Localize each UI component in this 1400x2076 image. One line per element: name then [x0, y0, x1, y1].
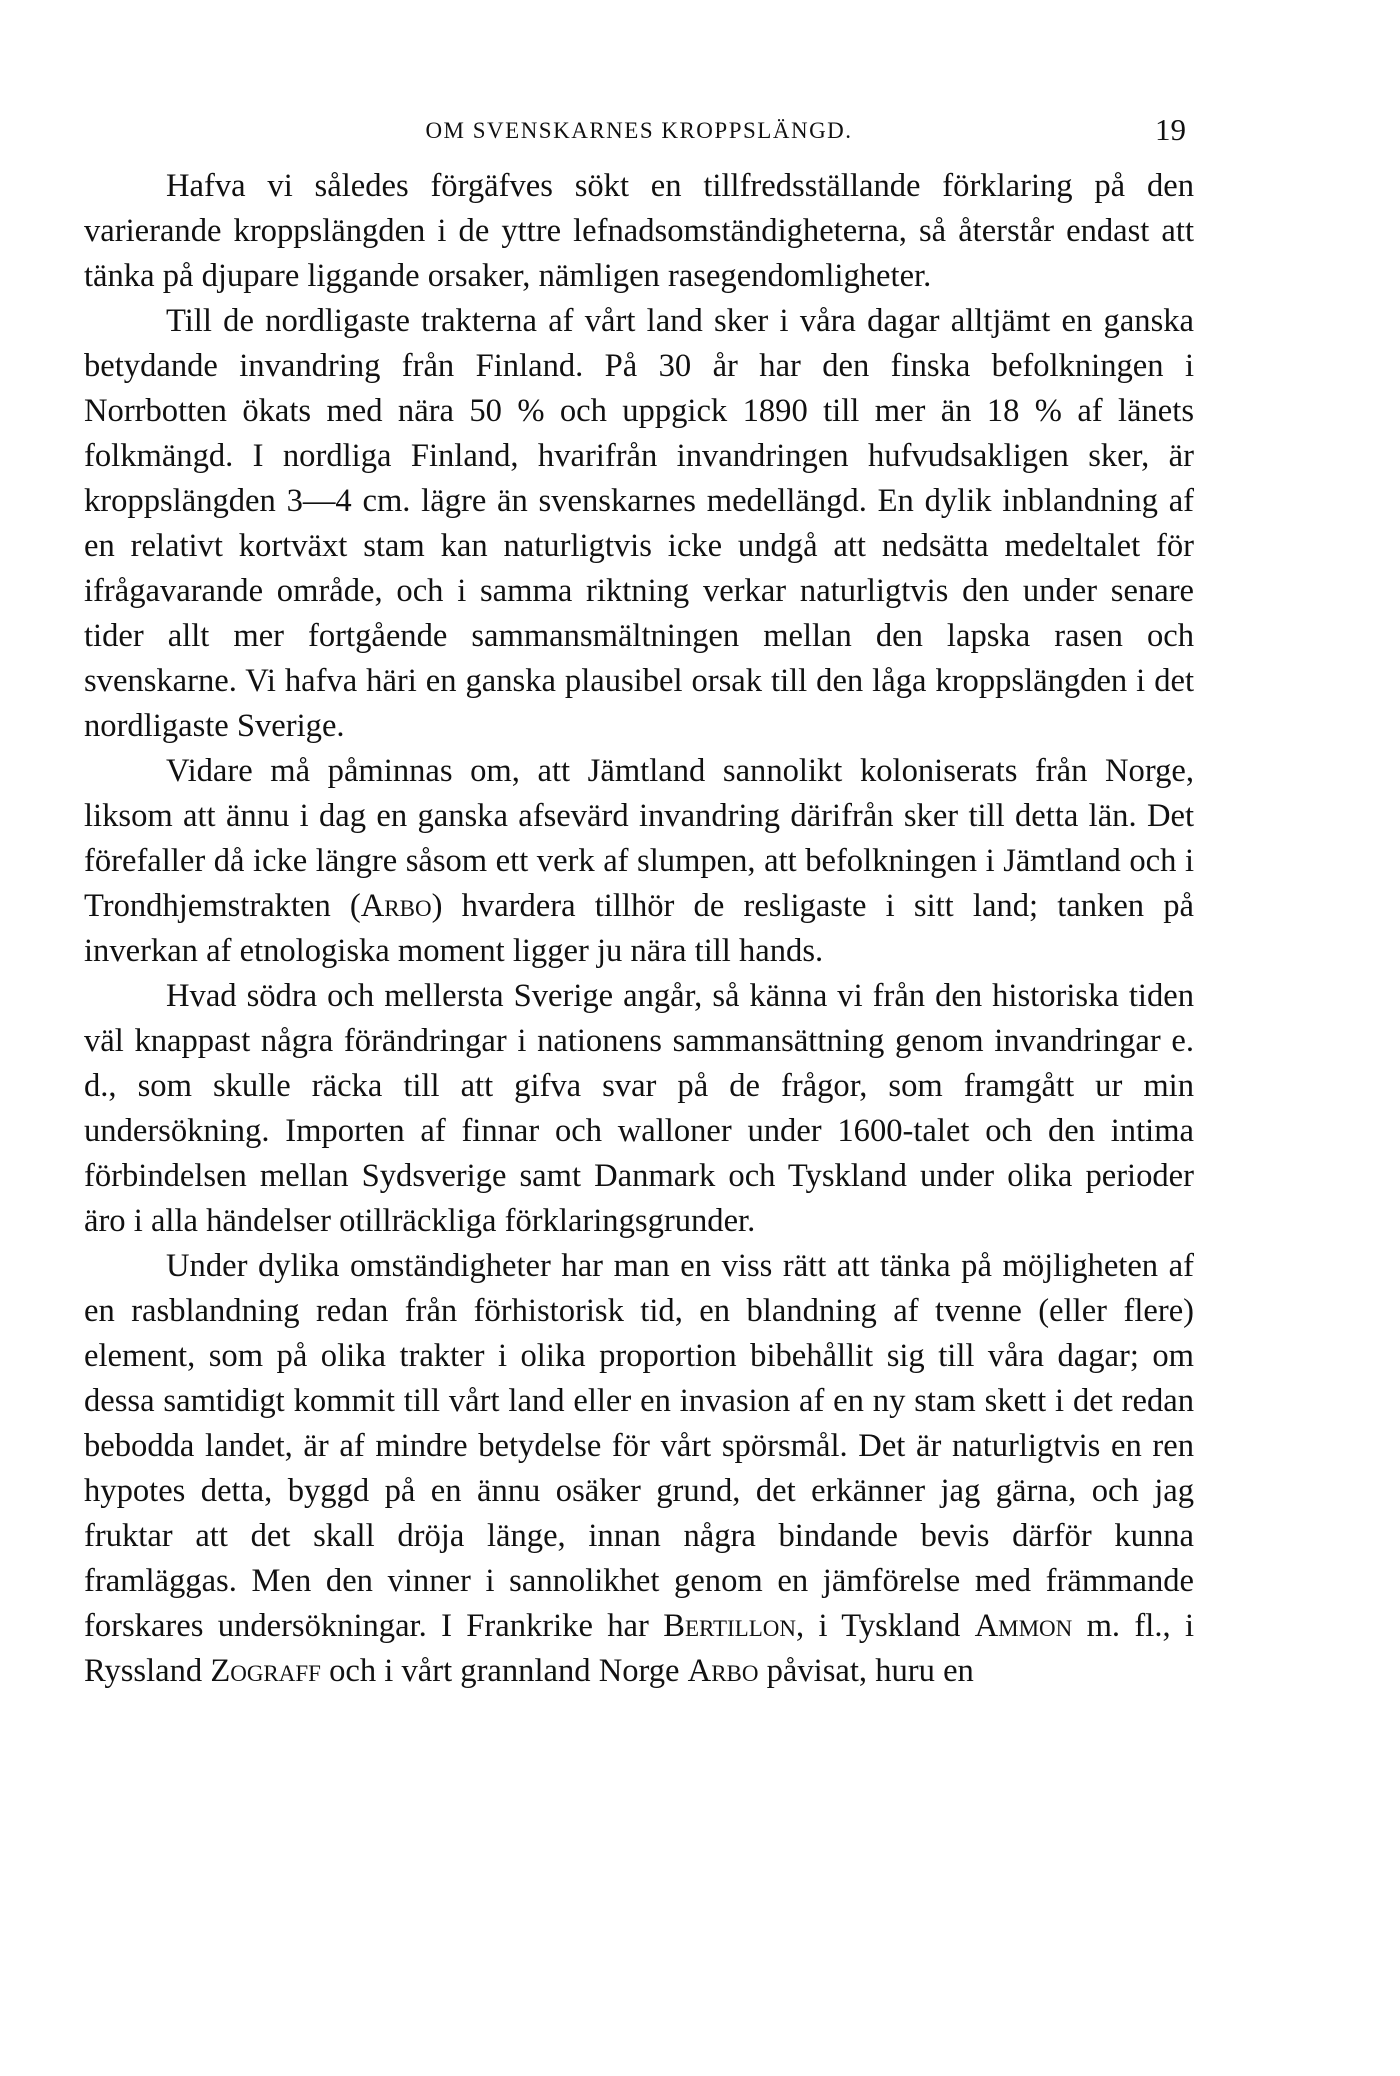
author-name-bertillon: Bertillon: [663, 1608, 796, 1644]
paragraph-3: [84, 749, 1194, 974]
paragraph-1: Hafva vi således förgäfves sökt en tillfredsställande förklaring på den varierande kroppslängden i de yttre lefnadsomständigheterna, så återstår endast att tänka på djupare liggande orsaker, nämligen rasegendomligheter.: [84, 168, 1194, 294]
author-name-zograff: Zograff: [210, 1653, 321, 1689]
paragraph-5-text-e: påvisat, huru en: [758, 1653, 974, 1689]
paragraph-3-text-b: ) hvardera tillhör de resligaste i sitt land; tanken på inverkan af etnologiska moment ligger ju nära till hands.: [84, 888, 1194, 969]
paragraph-5: [84, 1244, 1194, 1694]
page-number: 19: [1155, 112, 1186, 147]
author-name-arbo: Arbo: [360, 888, 432, 924]
paragraph-3-text-a: Vidare må påminnas om, att Jämtland sannolikt koloniserats från Norge, liksom att ännu i dag en ganska afsevärd invandring därifrån sker till detta län. Det förefaller då icke längre såsom ett verk af slumpen, att befolkningen i Jämtland och i Trondhjemstrakten (: [84, 753, 1194, 924]
paragraph-5-text-a: Under dylika omständigheter har man en viss rätt att tänka på möjligheten af en rasblandning redan från förhistorisk tid, en blandning af tvenne (eller flere) element, som på olika trakter i olika proportion bibehållit sig till våra dagar; om dessa samtidigt kommit till vårt land eller en invasion af en ny stam skett i det redan bebodda landet, är af mindre betydelse för vårt spörsmål. Det är naturligtvis en ren hypotes detta, byggd på en ännu osäker grund, det erkänner jag gärna, och jag fruktar att det skall dröja länge, innan några bindande bevis därför kunna framläggas. Men den vinner i sannolikhet genom en jämförelse med främmande forskares undersökningar. I Frankrike har: [84, 1248, 1194, 1644]
author-name-arbo-2: Arbo: [687, 1653, 759, 1689]
book-page: [84, 112, 1194, 1694]
running-title: OM SVENSKARNES KROPPSLÄNGD.: [425, 118, 853, 143]
paragraph-2: Till de nordligaste trakterna af vårt land sker i våra dagar alltjämt en ganska betydande invandring från Finland. På 30 år har den finska befolkningen i Norrbotten ökats med nära 50 % och uppgick 1890 till mer än 18 % af länets folkmängd. I nordliga Finland, hvarifrån invandringen hufvudsakligen sker, är kroppslängden 3—4 cm. lägre än svenskarnes medellängd. En dylik inblandning af en relativt kortväxt stam kan naturligtvis icke undgå att nedsätta medeltalet för ifrågavarande område, och i samma riktning verkar naturligtvis den under senare tider allt mer fortgående sammansmältningen mellan den lapska rasen och svenskarne. Vi hafva häri en ganska plausibel orsak till den låga kroppslängden i det nordligaste Sverige.: [84, 303, 1194, 744]
running-head: [84, 112, 1194, 158]
paragraph-5-text-c: m. fl., i Ryssland: [84, 1608, 1194, 1689]
author-name-ammon: Ammon: [974, 1608, 1073, 1644]
paragraph-4: Hvad södra och mellersta Sverige angår, så känna vi från den historiska tiden väl knappast några förändringar i nationens sammansättning genom invandringar e. d., som skulle räcka till att gifva svar på de frågor, som framgått ur min undersökning. Importen af finnar och walloner under 1600-talet och den intima förbindelsen mellan Sydsverige samt Danmark och Tyskland under olika perioder äro i alla händelser otillräckliga förklaringsgrunder.: [84, 978, 1194, 1239]
paragraph-5-text-d: och i vårt grannland Norge: [320, 1653, 688, 1689]
paragraph-5-text-b: , i Tyskland: [795, 1608, 975, 1644]
